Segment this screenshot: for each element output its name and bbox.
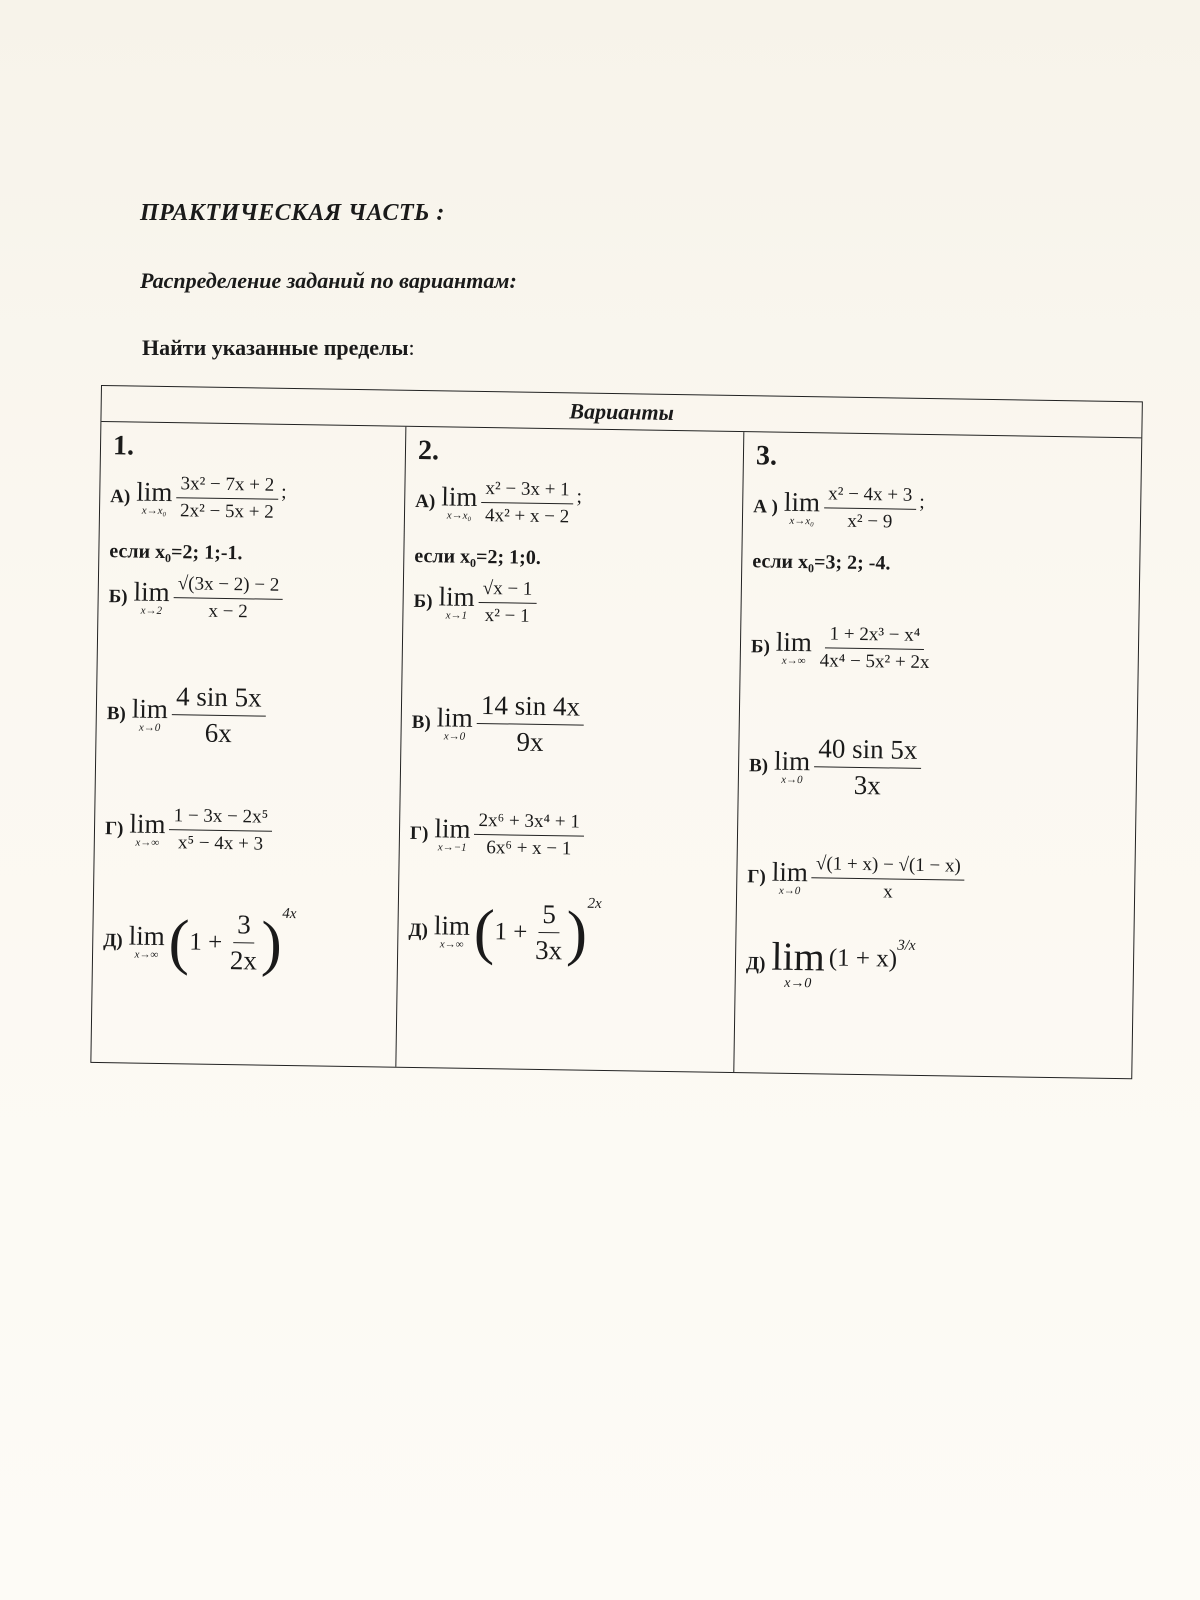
v2-v-lim: lim x→0 [436, 701, 474, 743]
v1-task-v [106, 680, 266, 749]
v2-d-power: 2x [587, 895, 602, 912]
v2-g-label: Г) [409, 822, 429, 844]
v1-a-label: А) [110, 485, 131, 507]
v3-b-den: 4x⁴ − 5x² + 2x [819, 650, 930, 674]
v3-condition: если x₀=3; 2; -4. [752, 550, 891, 575]
v2-a-den: 4x² + x − 2 [484, 505, 570, 528]
v1-d-close-paren: ) [260, 909, 283, 978]
v3-d-expr: (1 + x) [828, 944, 898, 973]
v3-task-a [753, 482, 925, 534]
v2-b-fraction [478, 578, 536, 628]
v1-v-sub: x→0 [138, 721, 161, 734]
v2-g-fraction [474, 810, 584, 861]
v2-v-fraction [476, 690, 584, 759]
v2-d-num: 5 [538, 899, 560, 933]
v2-v-num: 14 sin 4x [477, 690, 585, 726]
v1-task-g [105, 804, 273, 856]
v1-v-lim: lim x→0 [131, 693, 169, 734]
v3-v-lim: lim x→0 [773, 745, 811, 786]
v2-d-sub: x→∞ [439, 937, 464, 951]
v1-task-a [110, 472, 287, 524]
variants-header: Варианты [101, 386, 1141, 438]
v2-a-lim: lim x→x₀ [441, 480, 478, 522]
v1-d-pre: 1 + [189, 927, 223, 956]
v3-b-sub: x→∞ [781, 654, 806, 667]
v3-task-g [747, 852, 965, 904]
v1-d-sub: x→∞ [134, 948, 159, 961]
v2-task-d [408, 897, 602, 967]
v2-d-label: Д) [408, 919, 429, 941]
v2-task-v [411, 689, 584, 759]
v2-b-label: Б) [413, 590, 433, 612]
v1-d-label: Д) [103, 929, 123, 951]
v1-a-num: 3x² − 7x + 2 [176, 473, 278, 500]
distribution-subtitle: Распределение заданий по вариантам: [140, 268, 517, 293]
task-instruction [142, 335, 415, 361]
v1-d-power: 4x [282, 905, 297, 923]
v3-task-v [749, 732, 922, 802]
v1-a-lim: lim x→x₀ [136, 476, 173, 517]
variant-3-number: 3. [755, 440, 778, 472]
v3-a-label: А ) [753, 495, 779, 518]
v1-g-num: 1 − 3x − 2x⁵ [169, 805, 272, 832]
v3-a-lim: lim x→x₀ [783, 486, 821, 527]
v3-g-sub: x→0 [778, 884, 801, 897]
v3-g-den: x [883, 881, 893, 903]
v3-b-label: Б) [750, 635, 771, 658]
v2-task-g [410, 809, 584, 861]
v1-v-fraction [171, 681, 266, 749]
v2-a-end: ; [576, 485, 583, 508]
v3-d-power: 3/x [897, 937, 916, 954]
v2-condition: если x₀=2; 1;0. [414, 544, 541, 569]
task-colon: : [408, 335, 415, 360]
v3-task-b [751, 622, 934, 674]
v1-v-label: В) [106, 702, 127, 724]
v1-d-lim: lim x→∞ [128, 920, 166, 961]
v3-g-fraction [811, 853, 965, 904]
v3-v-den: 3x [853, 769, 882, 801]
v1-g-label: Г) [104, 817, 124, 839]
v3-a-fraction [824, 483, 917, 533]
v2-g-lim: lim x→−1 [434, 812, 471, 854]
variant-2-column [395, 427, 743, 1072]
section-title: ПРАКТИЧЕСКАЯ ЧАСТЬ : [140, 200, 445, 226]
v2-a-sub: x→x₀ [446, 508, 472, 522]
v2-task-a [415, 477, 583, 529]
v1-b-fraction [173, 573, 283, 624]
v3-d-lim: lim x→0 [771, 933, 826, 992]
v1-a-end: ; [280, 480, 287, 503]
v2-a-num: x² − 3x + 1 [481, 478, 574, 504]
v2-d-open-paren: ( [473, 897, 496, 966]
v3-g-lim: lim x→0 [771, 856, 809, 897]
v2-b-sub: x→1 [445, 608, 468, 622]
v2-task-b [413, 577, 536, 628]
v3-d-sub: x→0 [784, 975, 812, 992]
v3-b-fraction [815, 623, 934, 674]
v1-d-den: 2x [229, 945, 258, 976]
v3-b-lim: lim x→∞ [775, 626, 813, 667]
v2-b-num: √x − 1 [479, 578, 537, 604]
v1-condition: если x₀=2; 1;-1. [109, 540, 243, 565]
v3-g-num: √(1 + x) − √(1 − x) [812, 853, 965, 880]
v1-a-den: 2x² − 5x + 2 [179, 500, 274, 523]
v2-d-lim: lim x→∞ [433, 909, 471, 951]
v1-v-num: 4 sin 5x [172, 681, 266, 716]
v1-g-sub: x→∞ [135, 836, 160, 849]
v2-g-num: 2x⁶ + 3x⁴ + 1 [474, 810, 584, 837]
v1-g-fraction [169, 805, 272, 856]
v2-v-label: В) [411, 711, 431, 733]
v3-a-num: x² − 4x + 3 [824, 483, 917, 509]
v1-a-fraction [176, 473, 278, 524]
v2-d-fraction [531, 899, 567, 967]
v1-b-num: √(3x − 2) − 2 [174, 573, 284, 600]
variant-1-column [91, 422, 405, 1067]
v3-v-label: В) [748, 754, 769, 777]
v2-a-label: А) [415, 490, 436, 512]
v3-g-label: Г) [747, 865, 766, 888]
v1-v-den: 6x [204, 717, 233, 749]
v2-v-sub: x→0 [443, 729, 466, 743]
variant-3-column [733, 432, 1141, 1078]
v1-b-den: x − 2 [208, 600, 248, 623]
v1-d-fraction [226, 909, 262, 977]
v1-task-b [108, 572, 283, 624]
v2-d-close-paren: ) [565, 898, 588, 968]
v2-d-pre: 1 + [494, 917, 528, 946]
v3-v-fraction [814, 733, 922, 802]
v1-b-sub: x→2 [140, 604, 163, 617]
task-text: Найти указанные пределы [142, 335, 409, 360]
v3-b-num: 1 + 2x³ − x⁴ [825, 623, 924, 650]
v3-v-sub: x→0 [781, 773, 803, 786]
v1-d-open-paren: ( [168, 907, 190, 976]
v3-task-d [745, 933, 916, 994]
v2-g-den: 6x⁶ + x − 1 [486, 837, 572, 860]
v2-d-den: 3x [534, 934, 563, 966]
v3-d-label: Д) [745, 953, 766, 975]
v1-b-lim: lim x→2 [133, 576, 170, 617]
v2-a-fraction [481, 478, 574, 528]
v1-d-num: 3 [233, 909, 255, 943]
v1-g-den: x⁵ − 4x + 3 [177, 832, 264, 855]
v1-a-sub: x→x₀ [141, 504, 167, 517]
v2-v-den: 9x [516, 726, 544, 757]
variant-1-number: 1. [112, 430, 135, 462]
v1-task-d [103, 907, 297, 977]
v2-b-den: x² − 1 [484, 605, 530, 627]
variants-table [90, 385, 1143, 1079]
v3-a-end: ; [919, 490, 925, 513]
v3-v-num: 40 sin 5x [814, 733, 922, 769]
v1-g-lim: lim x→∞ [129, 808, 166, 849]
v3-a-den: x² − 9 [847, 510, 893, 533]
v2-g-sub: x→−1 [437, 840, 467, 854]
variant-2-number: 2. [417, 434, 440, 467]
v3-a-sub: x→x₀ [789, 514, 815, 527]
v2-b-lim: lim x→1 [438, 580, 475, 622]
v1-b-label: Б) [108, 585, 128, 607]
